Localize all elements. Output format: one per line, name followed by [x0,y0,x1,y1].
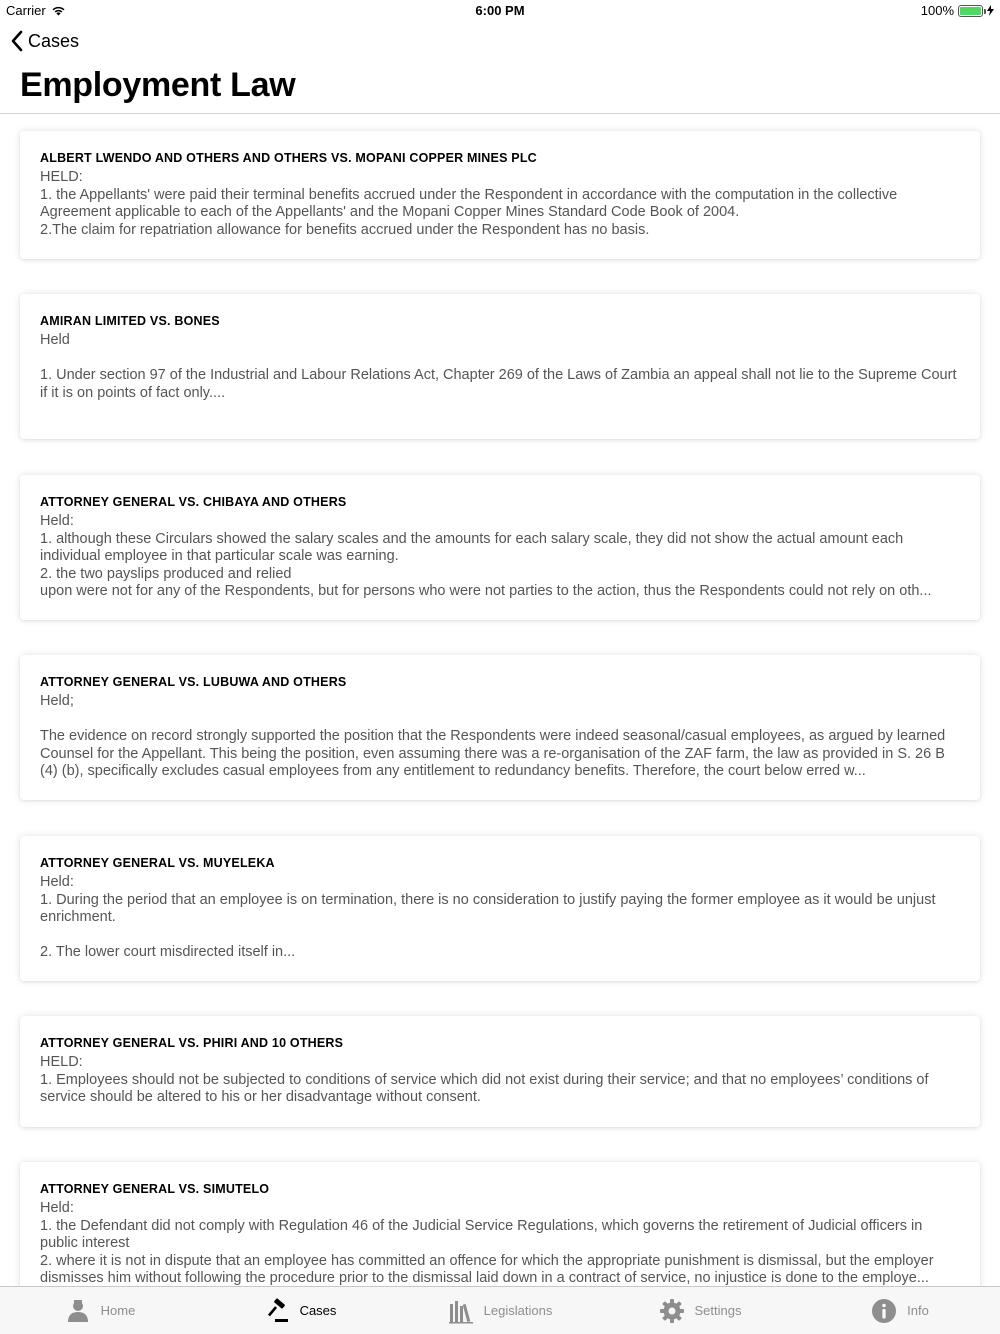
case-summary: HELD: 1. Employees should not be subjected to conditions of service which did not exist during their service; and that no employees’ conditions of service should be altered to his or her disadvantage without consent. [40,1054,929,1105]
tab-info-label: Info [907,1303,929,1318]
chevron-left-icon [10,30,24,52]
status-right [921,3,994,18]
info-icon [871,1298,897,1324]
case-card[interactable] [20,836,980,981]
tab-home[interactable] [0,1287,200,1334]
case-title: ATTORNEY GENERAL VS. SIMUTELO [40,1182,270,1196]
books-icon [448,1298,474,1324]
carrier-label: Carrier [6,3,46,18]
gear-icon [659,1298,685,1324]
case-card[interactable] [20,1162,980,1286]
tab-home-label: Home [100,1303,136,1318]
case-summary: Held 1. Under section 97 of the Industrial and Labour Relations Act, Chapter 269 of the Laws of Zambia an appeal shall not lie to the Supreme Court if it is on points of fact only.... [40,332,957,401]
case-title: AMIRAN LIMITED VS. BONES [40,314,220,328]
case-summary: Held: 1. although these Circulars showed the salary scales and the amounts for each salary scale, they did not show the actual amount each individual employee in that particular scale was earning. 2. the two payslips produced and relied upon were not for any of the Respondents, but for persons who were not parties to the action, thus the Respondents could not rely on oth... [40,513,932,599]
battery-icon [958,5,983,17]
case-card[interactable] [20,294,980,439]
status-bar [0,0,1000,22]
tab-cases-label: Cases [299,1303,337,1318]
case-summary: HELD: 1. the Appellants' were paid their terminal benefits accrued under the Respondent in accordance with the computation in the collective Agreement applicable to each of the Appellants' and the Mopani Copper Mines Standard Code Book of 2004. 2.The claim for repatriation allowance for benefits accrued under the Respondent has no basis. [40,169,898,238]
tab-settings-label: Settings [694,1303,742,1318]
tab-info[interactable] [800,1287,1000,1334]
case-card[interactable] [20,131,980,259]
tab-bar [0,1286,1000,1334]
gavel-icon [264,1298,290,1324]
back-button[interactable] [10,30,79,52]
case-title: ATTORNEY GENERAL VS. PHIRI AND 10 OTHERS [40,1036,344,1050]
case-summary: Held; The evidence on record strongly supported the position that the Respondents were indeed seasonal/casual employees, as argued by learned Counsel for the Appellant. This being the position, even assuming there was a re-organisation of the ZAF farm, the law as provided in S. 26 B (4) (b), specifically excludes casual employees from any entitlement to redundancy benefits. Therefore, the court below erred w... [40,693,946,779]
charging-icon [987,5,994,16]
case-title: ATTORNEY GENERAL VS. MUYELEKA [40,856,275,870]
page-title: Employment Law [20,66,296,104]
case-title: ALBERT LWENDO AND OTHERS AND OTHERS VS. MOPANI COPPER MINES PLC [40,151,537,165]
tab-legislations-label: Legislations [483,1303,553,1318]
case-list[interactable] [0,114,1000,1286]
case-title: ATTORNEY GENERAL VS. LUBUWA AND OTHERS [40,675,347,689]
home-user-icon [65,1298,91,1324]
case-card[interactable] [20,655,980,800]
case-title: ATTORNEY GENERAL VS. CHIBAYA AND OTHERS [40,495,347,509]
case-card[interactable] [20,1016,980,1127]
tab-legislations[interactable] [400,1287,600,1334]
tab-settings[interactable] [600,1287,800,1334]
status-time: 6:00 PM [475,3,525,18]
battery-percent: 100% [920,3,954,18]
case-card[interactable] [20,475,980,620]
tab-cases[interactable] [200,1287,400,1334]
case-summary: Held: 1. During the period that an employee is on termination, there is no consideration to justify paying the former employee as it would be unjust enrichment. 2. The lower court misdirected itself in... [40,874,936,960]
case-summary: Held: 1. the Defendant did not comply with Regulation 46 of the Judicial Service Regulations, which governs the retirement of Judicial officers in public interest 2. where it is not in dispute that an employee has committed an offence for which the appropriate punishment is dismissal, but the employer dismisses him without following the procedure prior to the dismissal laid down in a contract of service, no injustice is done to the employe... [40,1200,934,1286]
back-button-label: Cases [28,30,80,51]
